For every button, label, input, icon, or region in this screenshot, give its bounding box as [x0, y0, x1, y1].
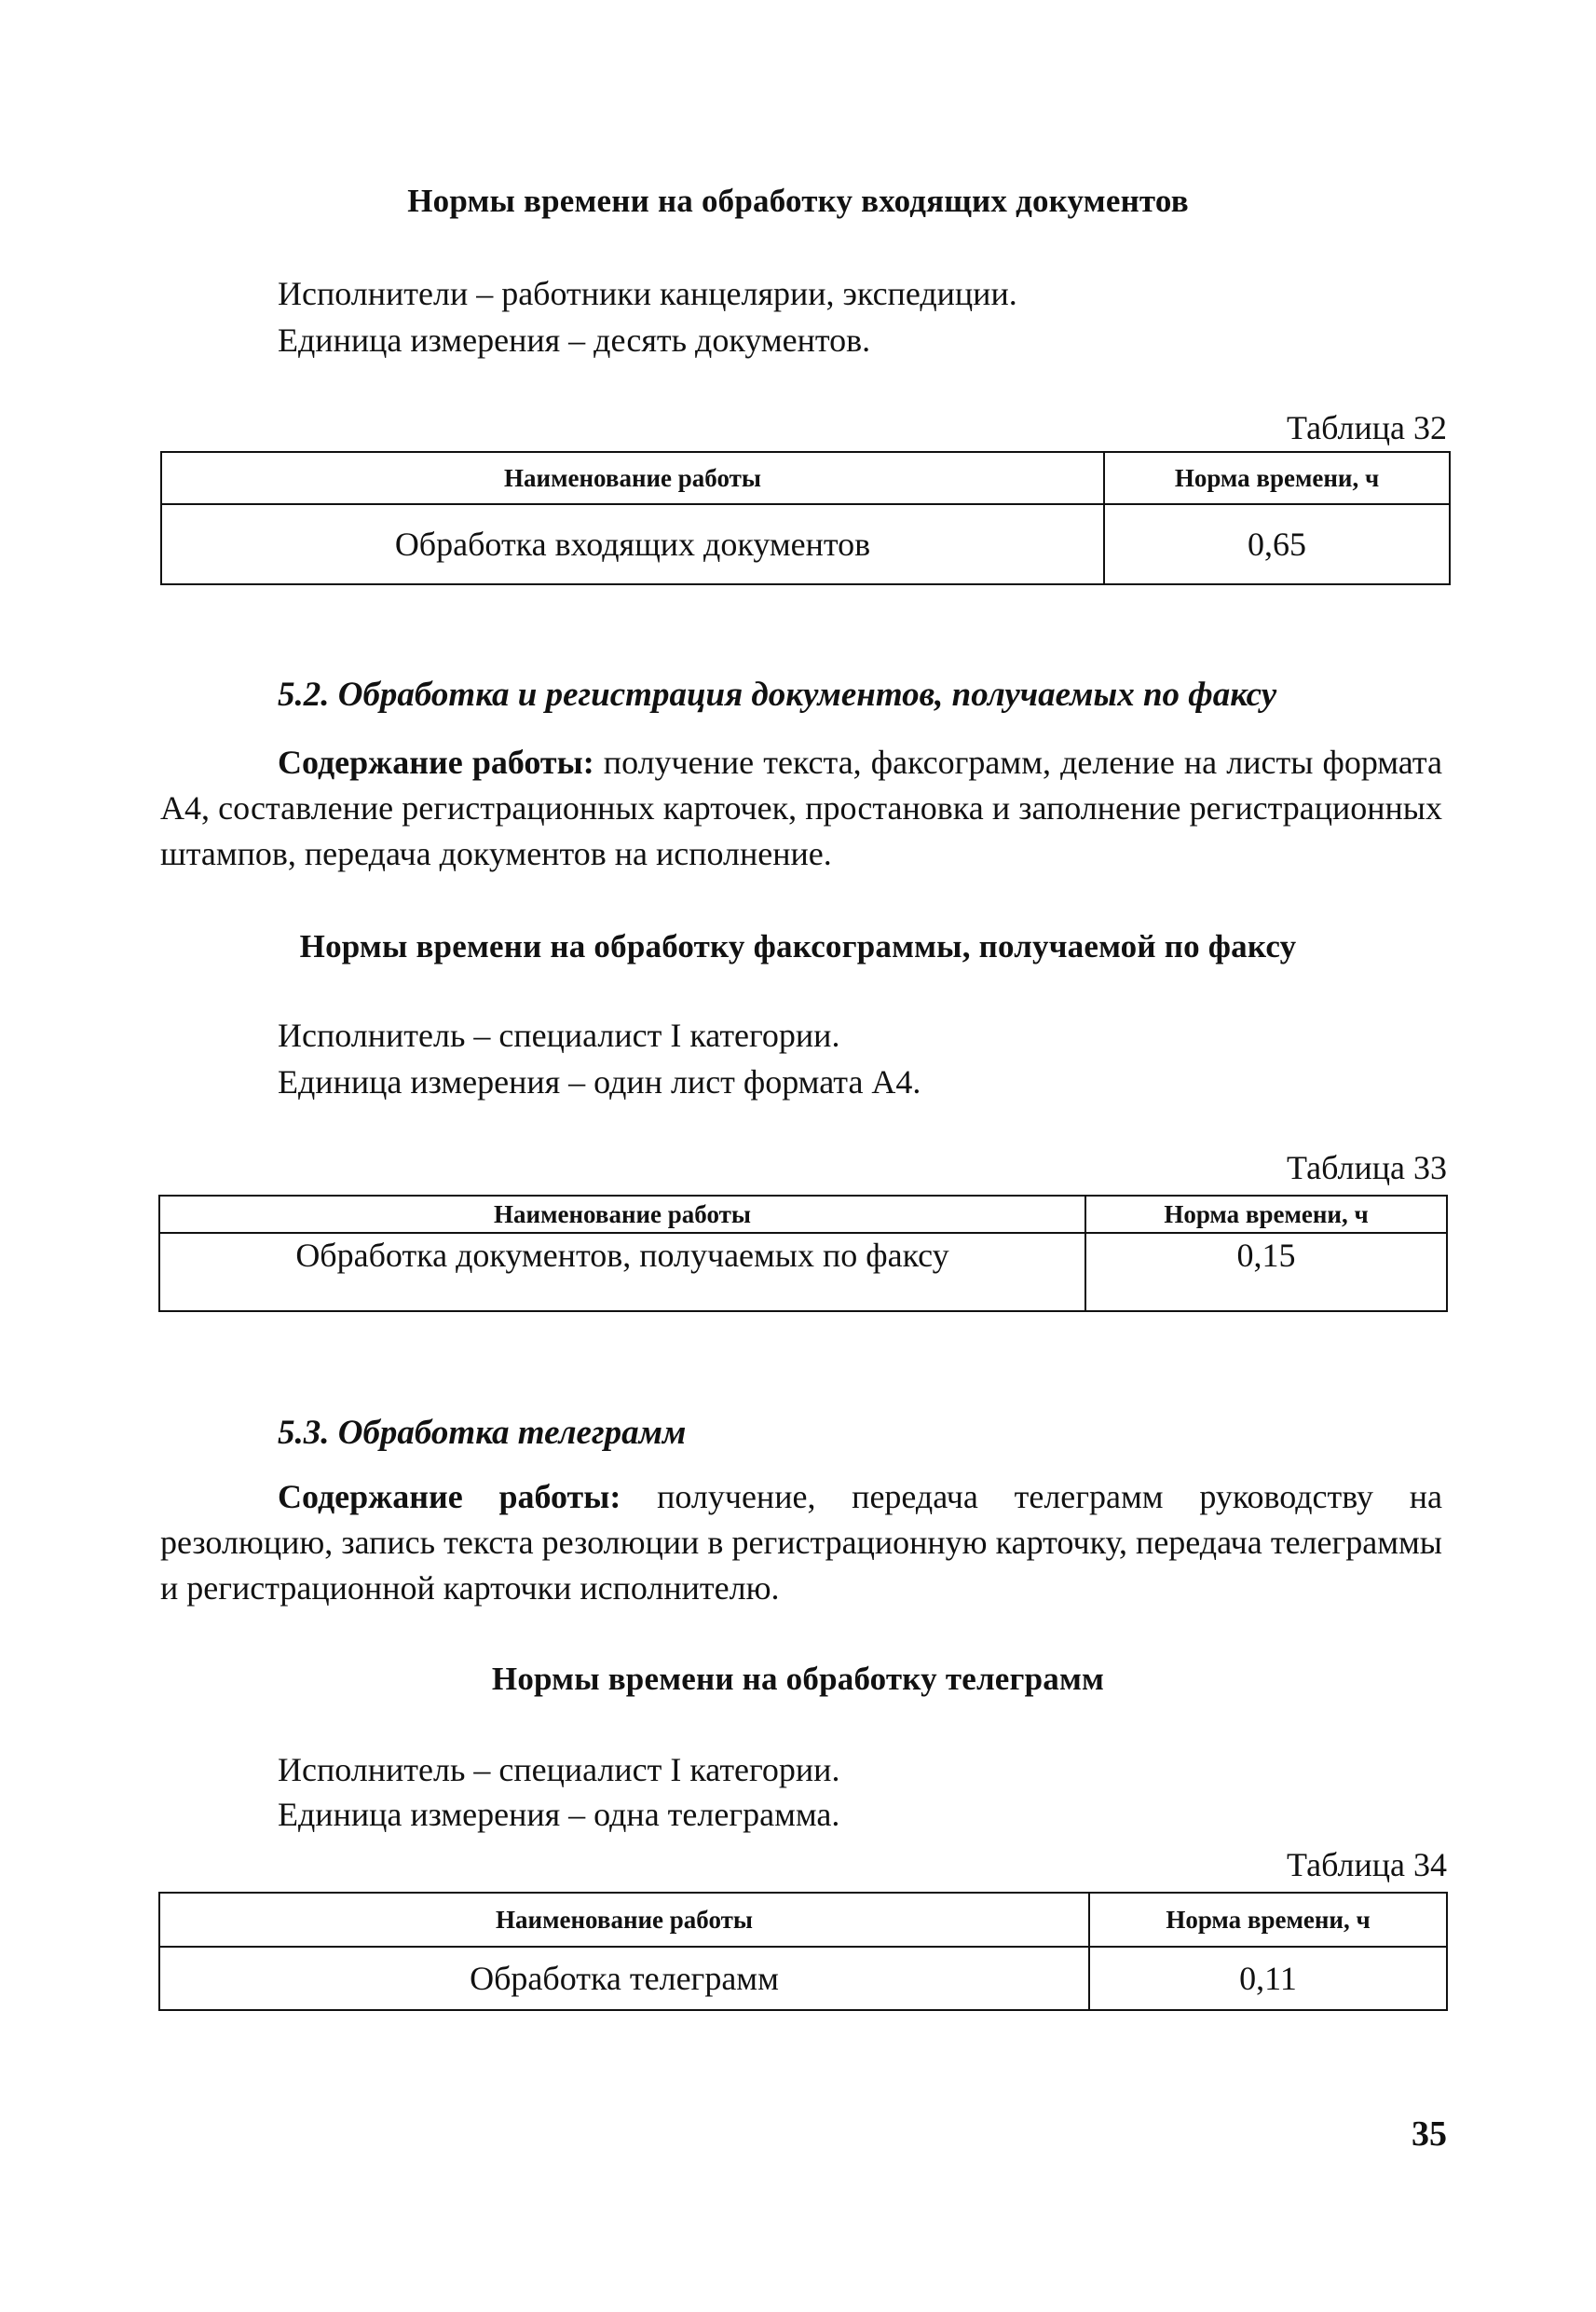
content-paragraph-5-2: [160, 740, 1442, 877]
col-work-header: Наименование работы: [159, 1893, 1089, 1947]
heading-telegrams: Нормы времени на обработку телеграмм: [491, 1661, 1105, 1697]
col-work-header: Наименование работы: [159, 1196, 1085, 1233]
cell-norm: 0,65: [1104, 504, 1450, 584]
unit-line: Единица измерения – десять документов.: [278, 321, 871, 359]
heading-incoming-documents: Нормы времени на обработку входящих документов: [407, 183, 1189, 219]
col-norm-header: Норма времени, ч: [1085, 1196, 1447, 1233]
section-title-5-3: 5.3. Обработка телеграмм: [278, 1414, 687, 1452]
cell-work: Обработка входящих документов: [161, 504, 1104, 584]
cell-work: Обработка документов, получаемых по факсу: [159, 1233, 1085, 1311]
table-caption-32: Таблица 32: [1287, 409, 1447, 446]
content-text: получение, передача телеграмм руководству на резолюцию, запись текста резолюции в регистрационную карточку, передача телеграммы и регистрационной карточки исполнителю.: [160, 1478, 1443, 1607]
content-label: Содержание работы:: [278, 744, 594, 781]
table-34: [158, 1892, 1448, 2011]
table-row: [161, 504, 1450, 584]
table-caption-34: Таблица 34: [1287, 1846, 1447, 1883]
table-header-row: [159, 1893, 1447, 1947]
cell-norm: 0,11: [1089, 1947, 1447, 2010]
cell-work: Обработка телеграмм: [159, 1947, 1089, 2010]
col-norm-header: Норма времени, ч: [1089, 1893, 1447, 1947]
table-row: [159, 1947, 1447, 2010]
table-row: [159, 1233, 1447, 1311]
table-32: [160, 451, 1451, 585]
col-work-header: Наименование работы: [161, 452, 1104, 504]
table-header-row: [159, 1196, 1447, 1233]
section-title-5-2: 5.2. Обработка и регистрация документов, получаемых по факсу: [278, 676, 1277, 714]
content-label: Содержание работы:: [278, 1478, 621, 1515]
heading-fax: Нормы времени на обработку факсограммы, получаемой по факсу: [299, 928, 1297, 964]
table-33: [158, 1195, 1448, 1312]
performer-line: Исполнители – работники канцелярии, экспедиции.: [278, 275, 1017, 312]
table-header-row: [161, 452, 1450, 504]
content-text: получение текста, факсограмм, деление на листы формата А4, составление регистрационных карточек, простановка и заполнение регистрационных штампов, передача документов на исполнение.: [160, 744, 1443, 872]
unit-line: Единица измерения – один лист формата А4.: [278, 1063, 921, 1101]
performer-line: Исполнитель – специалист I категории.: [278, 1751, 840, 1788]
page-number: 35: [1412, 2114, 1447, 2154]
table-caption-33: Таблица 33: [1287, 1149, 1447, 1186]
performer-line: Исполнитель – специалист I категории.: [278, 1017, 840, 1054]
col-norm-header: Норма времени, ч: [1104, 452, 1450, 504]
content-paragraph-5-3: [160, 1474, 1442, 1611]
cell-norm: 0,15: [1085, 1233, 1447, 1311]
unit-line: Единица измерения – одна телеграмма.: [278, 1796, 840, 1833]
